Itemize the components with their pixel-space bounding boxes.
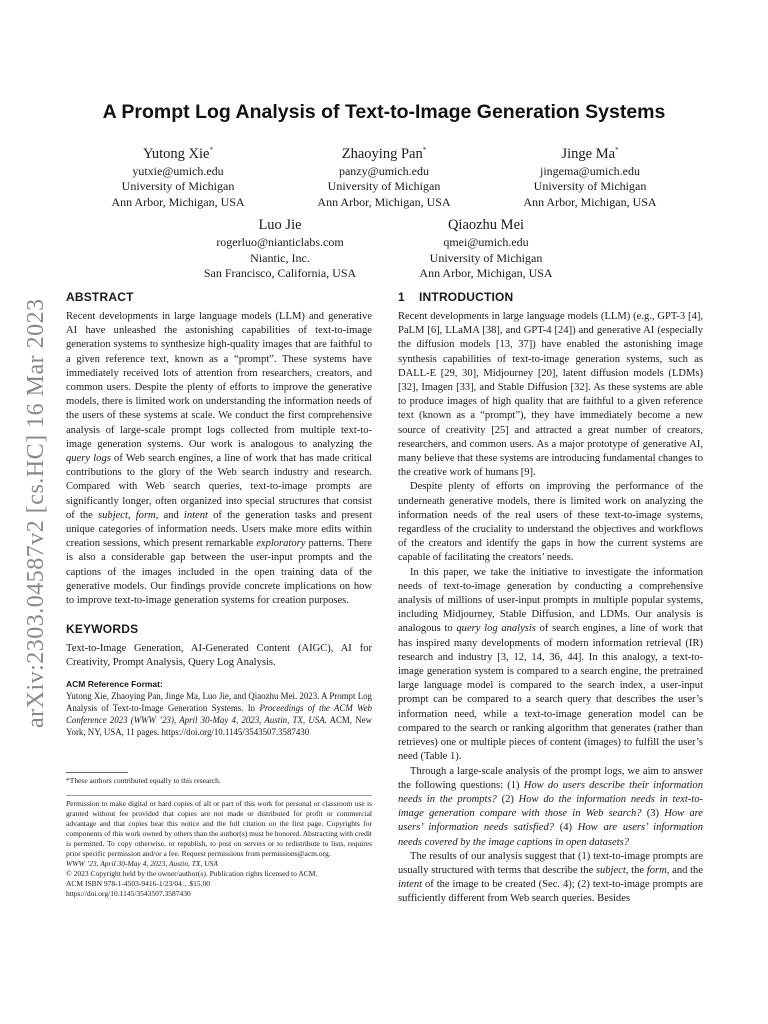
permission-notice: Permission to make digital or hard copies of all or part of this work for personal or classroom use is granted without fee provided that copies are not made or distributed for profit or commercial advantage and that copies bear this notice and the full citation on the first page. Copyrights for components of this work owned by others than the author(s) must be honored. Abstracting with credit is permitted. To copy otherwise, or republish, to post on servers or to redistribute to lists, requires prior specific permission and/or a fee. Request permissions from permissions@acm.org. <box>66 799 372 858</box>
author-email: panzy@umich.edu <box>338 163 430 178</box>
copyright-line: © 2023 Copyright held by the owner/author(s). Publication rights licensed to ACM. <box>66 869 318 878</box>
emphasized-text: How are users’ information needs satisfied? <box>398 808 703 834</box>
intro-paragraph-5 <box>398 850 703 907</box>
author-location: Ann Arbor, Michigan, USA <box>419 266 553 280</box>
introduction-heading: 1 INTRODUCTION <box>398 290 514 304</box>
text-run: The results of our analysis suggest that (1) text-to-image prompts are usually structured with terms that describe the <box>398 850 703 876</box>
equal-contribution-mark: * <box>422 146 427 154</box>
author-email: qmei@umich.edu <box>443 235 529 249</box>
emphasized-text: How do the information needs in text-to-image generation compare with those in Web search? <box>398 793 703 820</box>
author-4 <box>190 216 370 282</box>
text-run: Recent developments in large language models (LLM) and generative AI have unleashed the astonishing capabilities of text-to-image generation systems to synthesize high-quality images that are faithful to a given reference text, known as a “prompt”. These systems have immediately received lots of attention from researchers, creators, and common users. Despite the plenty of efforts to improve the generative models, there is limited work on understanding the information needs of the users of these systems at scale. We conduct the first comprehensive analysis of large-scale prompt logs collected from multiple text-to-image generation systems. Our work is analogous to analyzing the <box>66 311 372 450</box>
author-affiliation: Niantic, Inc. <box>250 250 310 265</box>
text-run: Recent developments in large language models (LLM) (e.g., GPT-3 [4], PaLM [6], LLaMA [38], and GPT-4 [24]) and generative AI (especially the diffusion models [13, 37]) have enabled the astonishing image synthesis capabilities of text-to-image generation systems, such as DALL-E [29, 30], Midjourney [20], latent diffusion models (LDMs) [32], Imagen [33], and Stable Diffusion [32]. As these systems are able to produce images of high quality that are faithful to a given reference text (known as a “prompt”), they have immediately become a new source of creativity [25] and attracted a great number of creators, researchers, and common users. As a major prototype of generative AI, many believe that these systems are introducing fundamental changes to the creative work of humans [9]. <box>398 311 703 479</box>
emphasized-text: How are users’ information needs covered by the image captions in open datasets? <box>398 822 703 848</box>
author-location: Ann Arbor, Michigan, USA <box>111 194 245 209</box>
text-run: Through a large-scale analysis of the prompt logs, we aim to answer the following questions: (1) <box>398 765 703 791</box>
intro-paragraph-1 <box>398 310 703 480</box>
text-run: In this paper, we take the initiative to investigate the information needs of text-to-image generation by conducting a comprehensive analysis of millions of user-input prompts in multiple popular systems, including Midjourney, Stable Diffusion, and LDMs. Our analysis is analogous to <box>398 566 703 635</box>
text-run: , the <box>625 864 647 876</box>
text-run: , and <box>155 509 184 521</box>
keywords-text: Text-to-Image Generation, AI-Generated Content (AIGC), AI for Creativity, Prompt Analysis, Query Log Analysis. <box>66 643 372 669</box>
intro-paragraph-2 <box>398 480 703 565</box>
text-run: Yutong Xie, Zhaoying Pan, Jinge Ma, Luo Jie, and Qiaozhu Mei. 2023. A Prompt Log Analysis of Text-to-Image Generation Systems. In <box>66 690 372 713</box>
paper-title: A Prompt Log Analysis of Text-to-Image Generation Systems <box>102 101 666 123</box>
arxiv-identifier-stamp: arXiv:2303.04587v2 [cs.HC] 16 Mar 2023 <box>23 298 49 728</box>
emphasized-text: query log analysis <box>456 623 536 635</box>
emphasized-text: form <box>646 864 667 876</box>
author-affiliation: University of Michigan <box>327 179 441 194</box>
emphasized-text: form <box>135 509 156 521</box>
permission-block <box>66 799 372 899</box>
footnote-rule <box>66 772 128 773</box>
author-email: jingema@umich.edu <box>539 163 641 178</box>
abstract-text <box>66 310 372 608</box>
author-location: Ann Arbor, Michigan, USA <box>317 194 451 209</box>
author-location: Ann Arbor, Michigan, USA <box>523 194 657 209</box>
text-run: of Web search engines, a line of work that has made critical contributions to the glory of the Web search industry and research. Compared with Web search queries, text-to-image prompts are significantly longer, often organized into special structures that consist of the <box>66 453 372 521</box>
emphasized-text: query logs <box>66 453 111 465</box>
acm-reference-heading: ACM Reference Format: <box>66 678 163 689</box>
text-run: ACM, New York, NY, USA, 11 pages. https://doi.org/10.1145/3543507.3587430 <box>66 714 373 737</box>
left-column <box>66 290 372 738</box>
permission-rule <box>66 795 372 796</box>
intro-paragraph-3 <box>398 566 703 765</box>
author-email: rogerluo@nianticlabs.com <box>216 235 344 249</box>
author-location: San Francisco, California, USA <box>203 266 357 280</box>
author-3 <box>508 141 672 210</box>
isbn-line: ACM ISBN 978-1-4503-9416-1/23/04…$15.00 <box>66 879 210 888</box>
emphasized-text: exploratory <box>256 538 306 550</box>
right-column <box>398 290 703 907</box>
author-affiliation: University of Michigan <box>429 250 543 265</box>
author-name: Luo Jie <box>258 217 302 233</box>
author-1 <box>96 141 260 210</box>
text-run: of the generation tasks and present unique categories of information needs. Users make more edits within creation sessions, which present remarkable <box>66 509 373 550</box>
text-run: , <box>127 509 136 521</box>
text-run: of search engines, a line of work that has inspired many developments of modern information retrieval (IR) research and industry [3, 12, 14, 36, 44]. In this analogy, a text-to-image generation system is compared to a search engine, the pretrained large language model is compared to the search index, a user-input prompt can be compared to a search query that describes the user’s information need, while a text-to-image generation model can be compared to the search or ranking algorithm that generates (rather than retrieves) one or multiple pieces of content (images) to fulfill the user’s need (Table 1). <box>398 623 703 763</box>
author-affiliation: University of Michigan <box>121 179 235 194</box>
text-run: (3) <box>641 808 665 820</box>
author-name: Yutong Xie <box>143 145 210 162</box>
text-run: , and the <box>666 864 703 876</box>
emphasized-text: intent <box>398 879 423 891</box>
keywords-heading: KEYWORDS <box>66 622 139 637</box>
emphasized-text: How do users describe their information needs in the prompts? <box>398 779 703 805</box>
abstract-heading: ABSTRACT <box>66 290 134 304</box>
acm-reference-text <box>66 690 372 738</box>
author-5 <box>404 216 568 282</box>
venue-line: WWW ’23, April 30-May 4, 2023, Austin, TX, USA <box>66 859 219 868</box>
emphasized-text: subject <box>595 864 626 876</box>
equal-contribution-mark: * <box>615 146 619 154</box>
emphasized-text: Proceedings of the ACM Web Conference 2023 (WWW ’23), April 30-May 4, 2023, Austin, TX, USA. <box>66 702 372 725</box>
emphasized-text: subject <box>98 509 128 521</box>
equal-contribution-footnote: *These authors contributed equally to this research. <box>66 776 221 785</box>
author-name: Qiaozhu Mei <box>447 217 525 233</box>
emphasized-text: intent <box>183 509 208 521</box>
text-run: patterns. There is also a considerable gap between the user-input prompts and the captions of the images included in the open training data of the generative models. Our findings provide concrete implications on how to improve text-to-image generation systems for creation purposes. <box>66 538 372 607</box>
doi-line: https://doi.org/10.1145/3543507.3587430 <box>66 889 191 898</box>
footnote-block <box>66 776 372 786</box>
text-run: (2) <box>496 793 519 805</box>
author-affiliation: University of Michigan <box>533 179 647 194</box>
text-run: of the image to be created (Sec. 4); (2) text-to-image prompts are sufficiently different from Web search queries. Besides <box>398 879 703 905</box>
author-name: Jinge Ma <box>561 145 616 162</box>
author-email: yutxie@umich.edu <box>132 163 224 178</box>
text-run: Despite plenty of efforts on improving the performance of the underneath generative models, there is limited work on analyzing the information needs of the real users of these text-to-image systems, regardless of the cruciality to understand the objectives and workflows of the creators and identify the gaps in how the current systems are capable of facilitating the creators’ needs. <box>398 481 703 564</box>
intro-paragraph-4 <box>398 765 703 850</box>
text-run: (4) <box>554 822 578 834</box>
author-name: Zhaoying Pan <box>341 145 423 162</box>
author-2 <box>302 141 466 210</box>
equal-contribution-mark: * <box>209 146 213 154</box>
